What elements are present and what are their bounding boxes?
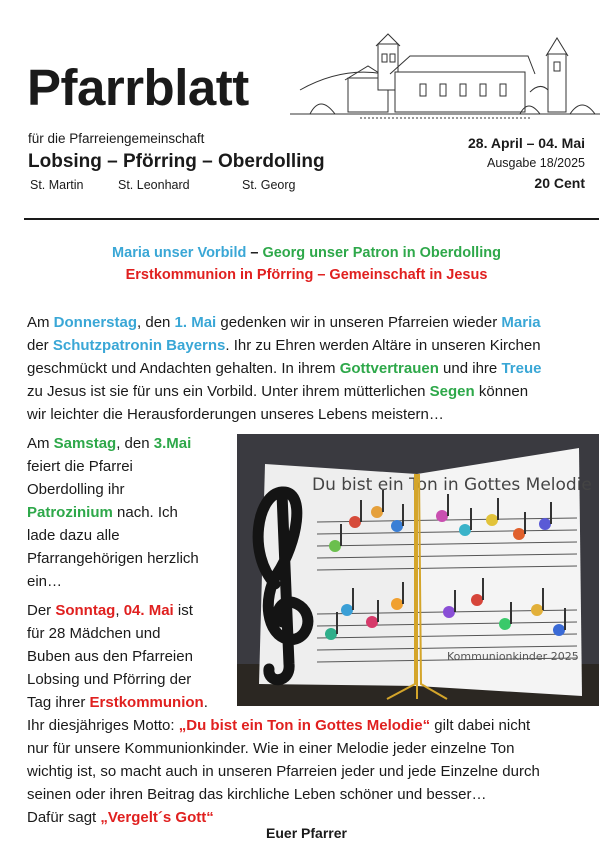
issue-price: 20 Cent <box>534 175 585 191</box>
board-caption: Kommunionkinder 2025 <box>447 650 579 663</box>
issue-date: 28. April – 04. Mai <box>468 135 585 151</box>
paragraph-erstkommunion: Der Sonntag, 04. Mai ist für 28 Mädchen und Buben aus den Pfarreien Lobsing und Pförring der Tag ihrer Erstkommunion. Ihr diesjähriges Motto: „Du bist ein Ton in Gottes Melodie“ gilt dabei nicht nur für unsere Kommunionkinder. Wie in einer Melodie jeder einzelne Ton wichtig ist, so macht auch in unseren Pfarreien jeder und jede Einzelne durch seinen oder ihren Beitrag das kirchliche Leben schöner und besser… Dafür sagt „Vergelt´s Gott“ <box>27 602 540 826</box>
paragraph-maria: Am Donnerstag, den 1. Mai gedenken wir in unseren Pfarreien wieder Maria der Schutzpatronin Bayerns. Ihr zu Ehren werden Altäre in unseren Kirchen geschmückt und Andachten gehalten. In ihrem Gottvertrauen und ihre Treue zu Jesus ist sie für uns ein Vorbild. Unter ihrem mütterlichen Segen können wir leichter die Herausforderungen unseres Lebens meistern… <box>27 314 542 423</box>
headline-sep: – <box>246 245 263 261</box>
masthead-parishes: Lobsing – Pförring – Oberdolling <box>28 151 325 172</box>
headline-maria: Maria unser Vorbild <box>112 245 247 261</box>
masthead-subtitle: für die Pfarreiengemeinschaft <box>28 131 205 146</box>
headline-1 <box>0 245 613 261</box>
signature: Euer Pfarrer <box>266 825 347 841</box>
issue-number: Ausgabe 18/2025 <box>486 156 585 170</box>
saint-georg: St. Georg <box>242 178 296 192</box>
saint-martin: St. Martin <box>30 178 84 192</box>
board-title: Du bist ein Ton in Gottes Melodie <box>312 475 592 495</box>
saint-leonhard: St. Leonhard <box>118 178 190 192</box>
church-sketch-illustration <box>290 32 600 122</box>
masthead-title: Pfarrblatt <box>27 59 249 116</box>
headline-2: Erstkommunion in Pförring – Gemeinschaft in Jesus <box>125 267 488 283</box>
headline-georg: Georg unser Patron in Oberdolling <box>262 245 501 261</box>
header-divider <box>24 218 599 220</box>
paragraph-georg: Am Samstag, den 3.Mai feiert die Pfarrei Oberdolling ihr Patrozinium nach. Ich lade dazu alle Pfarrangehörigen herzlich ein… <box>27 435 199 590</box>
